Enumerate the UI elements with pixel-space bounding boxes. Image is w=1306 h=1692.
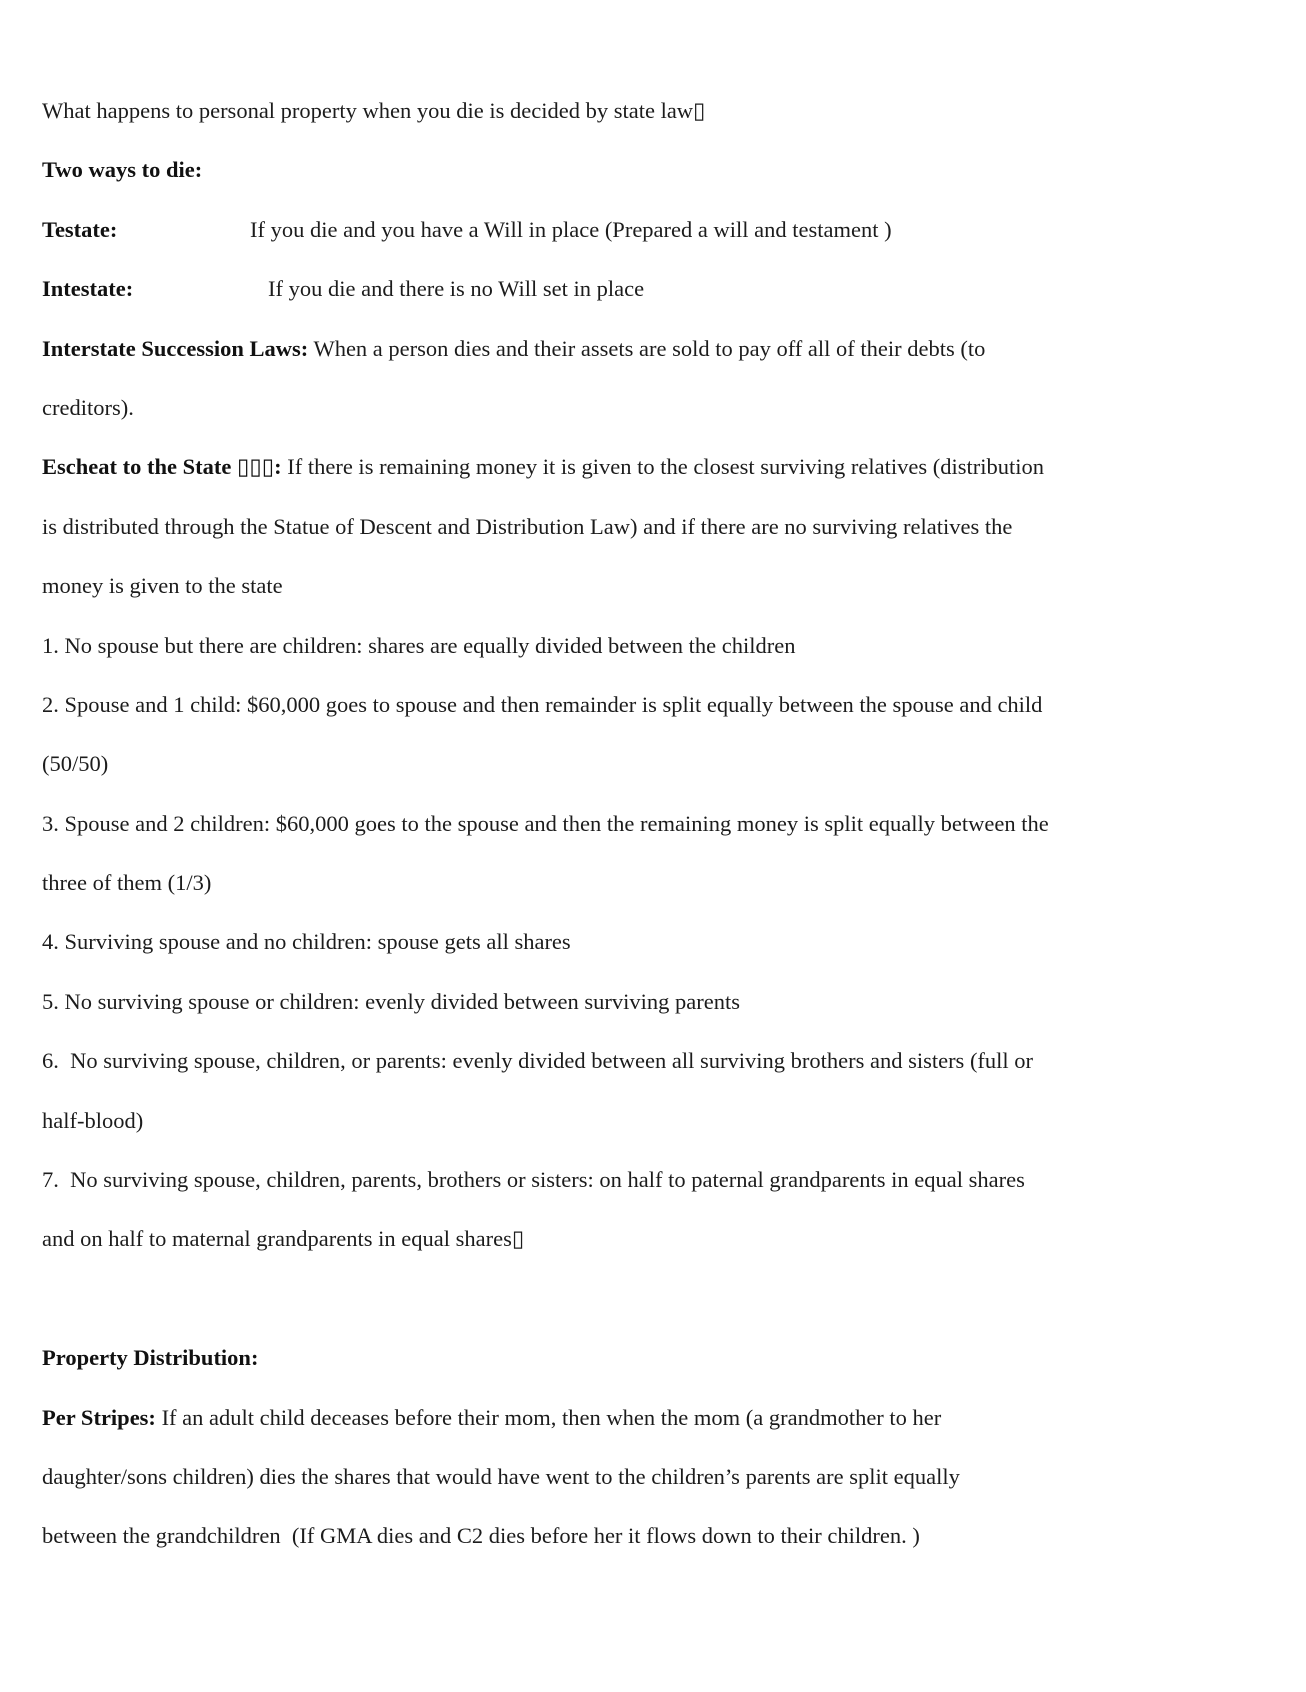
rule-4-text: 4. Surviving spouse and no children: spouse gets all shares — [42, 929, 571, 955]
per-stripes-text-line-2: daughter/sons children) dies the shares that would have went to the children’s parents are split equally — [42, 1463, 960, 1489]
rule-3 — [42, 806, 1264, 865]
rule-6-continued — [42, 1103, 1264, 1162]
property-heading-text: Property Distribution: — [42, 1345, 259, 1371]
property-heading — [42, 1340, 1264, 1399]
escheat-text-line-1: If there is remaining money it is given to the closest surviving relatives (distribution — [281, 454, 1044, 480]
rule-3-text: 3. Spouse and 2 children: $60,000 goes to the spouse and then the remaining money is split equally between the — [42, 810, 1049, 836]
succession-term: Interstate Succession Laws: — [42, 335, 309, 361]
rule-3-text-continued: three of them (1/3) — [42, 870, 212, 896]
rule-7-text-continued: and on half to maternal grandparents in equal shares▯ — [42, 1226, 525, 1252]
rule-2-text: 2. Spouse and 1 child: $60,000 goes to spouse and then remainder is split equally between the spouse and child — [42, 691, 1043, 717]
intro-paragraph — [42, 93, 1264, 152]
paragraph-spacer — [42, 1281, 1264, 1340]
escheat-text-line-3: money is given to the state — [42, 573, 283, 599]
succession-paragraph-continued — [42, 390, 1264, 449]
intestate-text: If you die and there is no Will set in place — [268, 276, 645, 302]
escheat-paragraph-continued — [42, 509, 1264, 568]
escheat-paragraph — [42, 449, 1264, 508]
succession-text-line-2: creditors). — [42, 394, 134, 420]
ways-heading — [42, 152, 1264, 211]
succession-text-line-1: When a person dies and their assets are sold to pay off all of their debts (to — [308, 335, 986, 361]
rule-7 — [42, 1162, 1264, 1221]
succession-paragraph — [42, 331, 1264, 390]
per-stripes-term: Per Stripes: — [42, 1404, 156, 1430]
per-stripes-paragraph — [42, 1400, 1264, 1459]
per-stripes-paragraph-end — [42, 1518, 1264, 1577]
escheat-paragraph-end — [42, 568, 1264, 627]
rule-6 — [42, 1043, 1264, 1102]
rule-3-continued — [42, 865, 1264, 924]
rule-5-text: 5. No surviving spouse or children: evenly divided between surviving parents — [42, 988, 740, 1014]
rule-2-continued — [42, 746, 1264, 805]
rule-4 — [42, 924, 1264, 983]
testate-definition — [42, 212, 1264, 271]
rule-5 — [42, 984, 1264, 1043]
rule-7-text: 7. No surviving spouse, children, parents, brothers or sisters: on half to paternal grandparents in equal shares — [42, 1167, 1025, 1193]
escheat-term: Escheat to the State ▯▯▯: — [42, 454, 282, 480]
rule-1-text: 1. No spouse but there are children: shares are equally divided between the children — [42, 632, 796, 658]
rule-2-text-continued: (50/50) — [42, 751, 109, 777]
rule-6-text-continued: half-blood) — [42, 1107, 144, 1133]
per-stripes-text-line-1: If an adult child deceases before their mom, then when the mom (a grandmother to her — [155, 1404, 942, 1430]
rule-6-text: 6. No surviving spouse, children, or parents: evenly divided between all surviving brothers and sisters (full or — [42, 1048, 1034, 1074]
escheat-text-line-2: is distributed through the Statue of Descent and Distribution Law) and if there are no surviving relatives the — [42, 513, 1013, 539]
rule-7-continued — [42, 1221, 1264, 1280]
rule-1 — [42, 628, 1264, 687]
intestate-term: Intestate: — [42, 276, 134, 302]
rule-2 — [42, 687, 1264, 746]
per-stripes-text-line-3: between the grandchildren (If GMA dies and C2 dies before her it flows down to their children. ) — [42, 1523, 920, 1549]
intestate-definition — [42, 271, 1264, 330]
intro-text: What happens to personal property when you die is decided by state law▯ — [42, 98, 706, 123]
per-stripes-paragraph-continued — [42, 1459, 1264, 1518]
document-body — [42, 93, 1264, 1578]
ways-heading-text: Two ways to die: — [42, 157, 203, 183]
testate-text: If you die and you have a Will in place (Prepared a will and testament ) — [250, 216, 892, 242]
testate-term: Testate: — [42, 216, 118, 242]
